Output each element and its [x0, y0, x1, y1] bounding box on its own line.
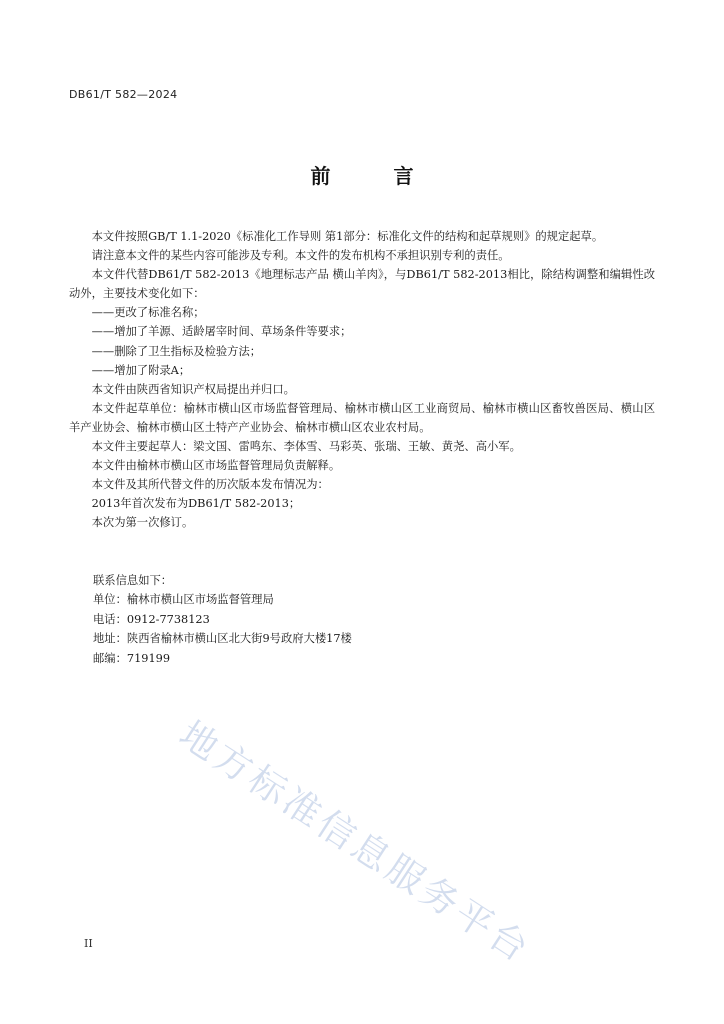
- contact-phone: 电话：0912-7738123: [93, 612, 210, 626]
- document-code: DB61/T 582—2024: [69, 88, 178, 101]
- contact-block: [93, 571, 352, 668]
- paragraph-revision: 本次为第一次修订。: [91, 516, 194, 530]
- paragraph-drafters: 本文件主要起草人：梁文国、雷鸣东、李体雪、马彩英、张瑞、王敏、黄尧、高小军。: [91, 440, 521, 454]
- change-item: ——删除了卫生指标及检验方法；: [91, 344, 262, 358]
- paragraph-proposer: 本文件由陕西省知识产权局提出并归口。: [91, 382, 295, 396]
- paragraph-interpretation: 本文件由榆林市横山区市场监督管理局负责解释。: [91, 459, 341, 473]
- page-number: II: [84, 937, 93, 950]
- paragraph-drafting-rules: 本文件按照GB/T 1.1-2020《标准化工作导则 第1部分：标准化文件的结构和起草规则》的规定起草。: [91, 230, 604, 243]
- contact-postcode: 邮编：719199: [93, 651, 171, 665]
- paragraph-version-history: 本文件及其所代替文件的历次版本发布情况为：: [91, 478, 329, 492]
- change-item: ——更改了标准名称；: [91, 306, 205, 320]
- paragraph-replacement: 本文件代替DB61/T 582-2013《地理标志产品 横山羊肉》，与DB61/T 582-2013相比，除结构调整和编辑性改动外，主要技术变化如下：: [69, 268, 655, 301]
- foreword-body: [69, 227, 655, 533]
- page-title: 前 言: [310, 164, 442, 188]
- contact-unit: 单位：榆林市横山区市场监督管理局: [93, 593, 274, 607]
- contact-address: 地址：陕西省榆林市横山区北大街9号政府大楼17楼: [93, 632, 352, 646]
- paragraph-drafting-units: 本文件起草单位：榆林市横山区市场监督管理局、榆林市横山区工业商贸局、榆林市横山区畜牧兽医局、横山区羊产业协会、榆林市横山区土特产产业协会、榆林市横山区农业农村局。: [69, 401, 655, 434]
- paragraph-first-release: 2013年首次发布为DB61/T 582-2013；: [91, 497, 301, 511]
- watermark: 地方标准信息服务平台: [171, 712, 539, 972]
- change-item: ——增加了附录A；: [91, 363, 191, 377]
- paragraph-patent-notice: 请注意本文件的某些内容可能涉及专利。本文件的发布机构不承担识别专利的责任。: [91, 249, 510, 263]
- contact-heading: 联系信息如下：: [93, 574, 173, 587]
- change-item: ——增加了羊源、适龄屠宰时间、草场条件等要求；: [91, 325, 352, 339]
